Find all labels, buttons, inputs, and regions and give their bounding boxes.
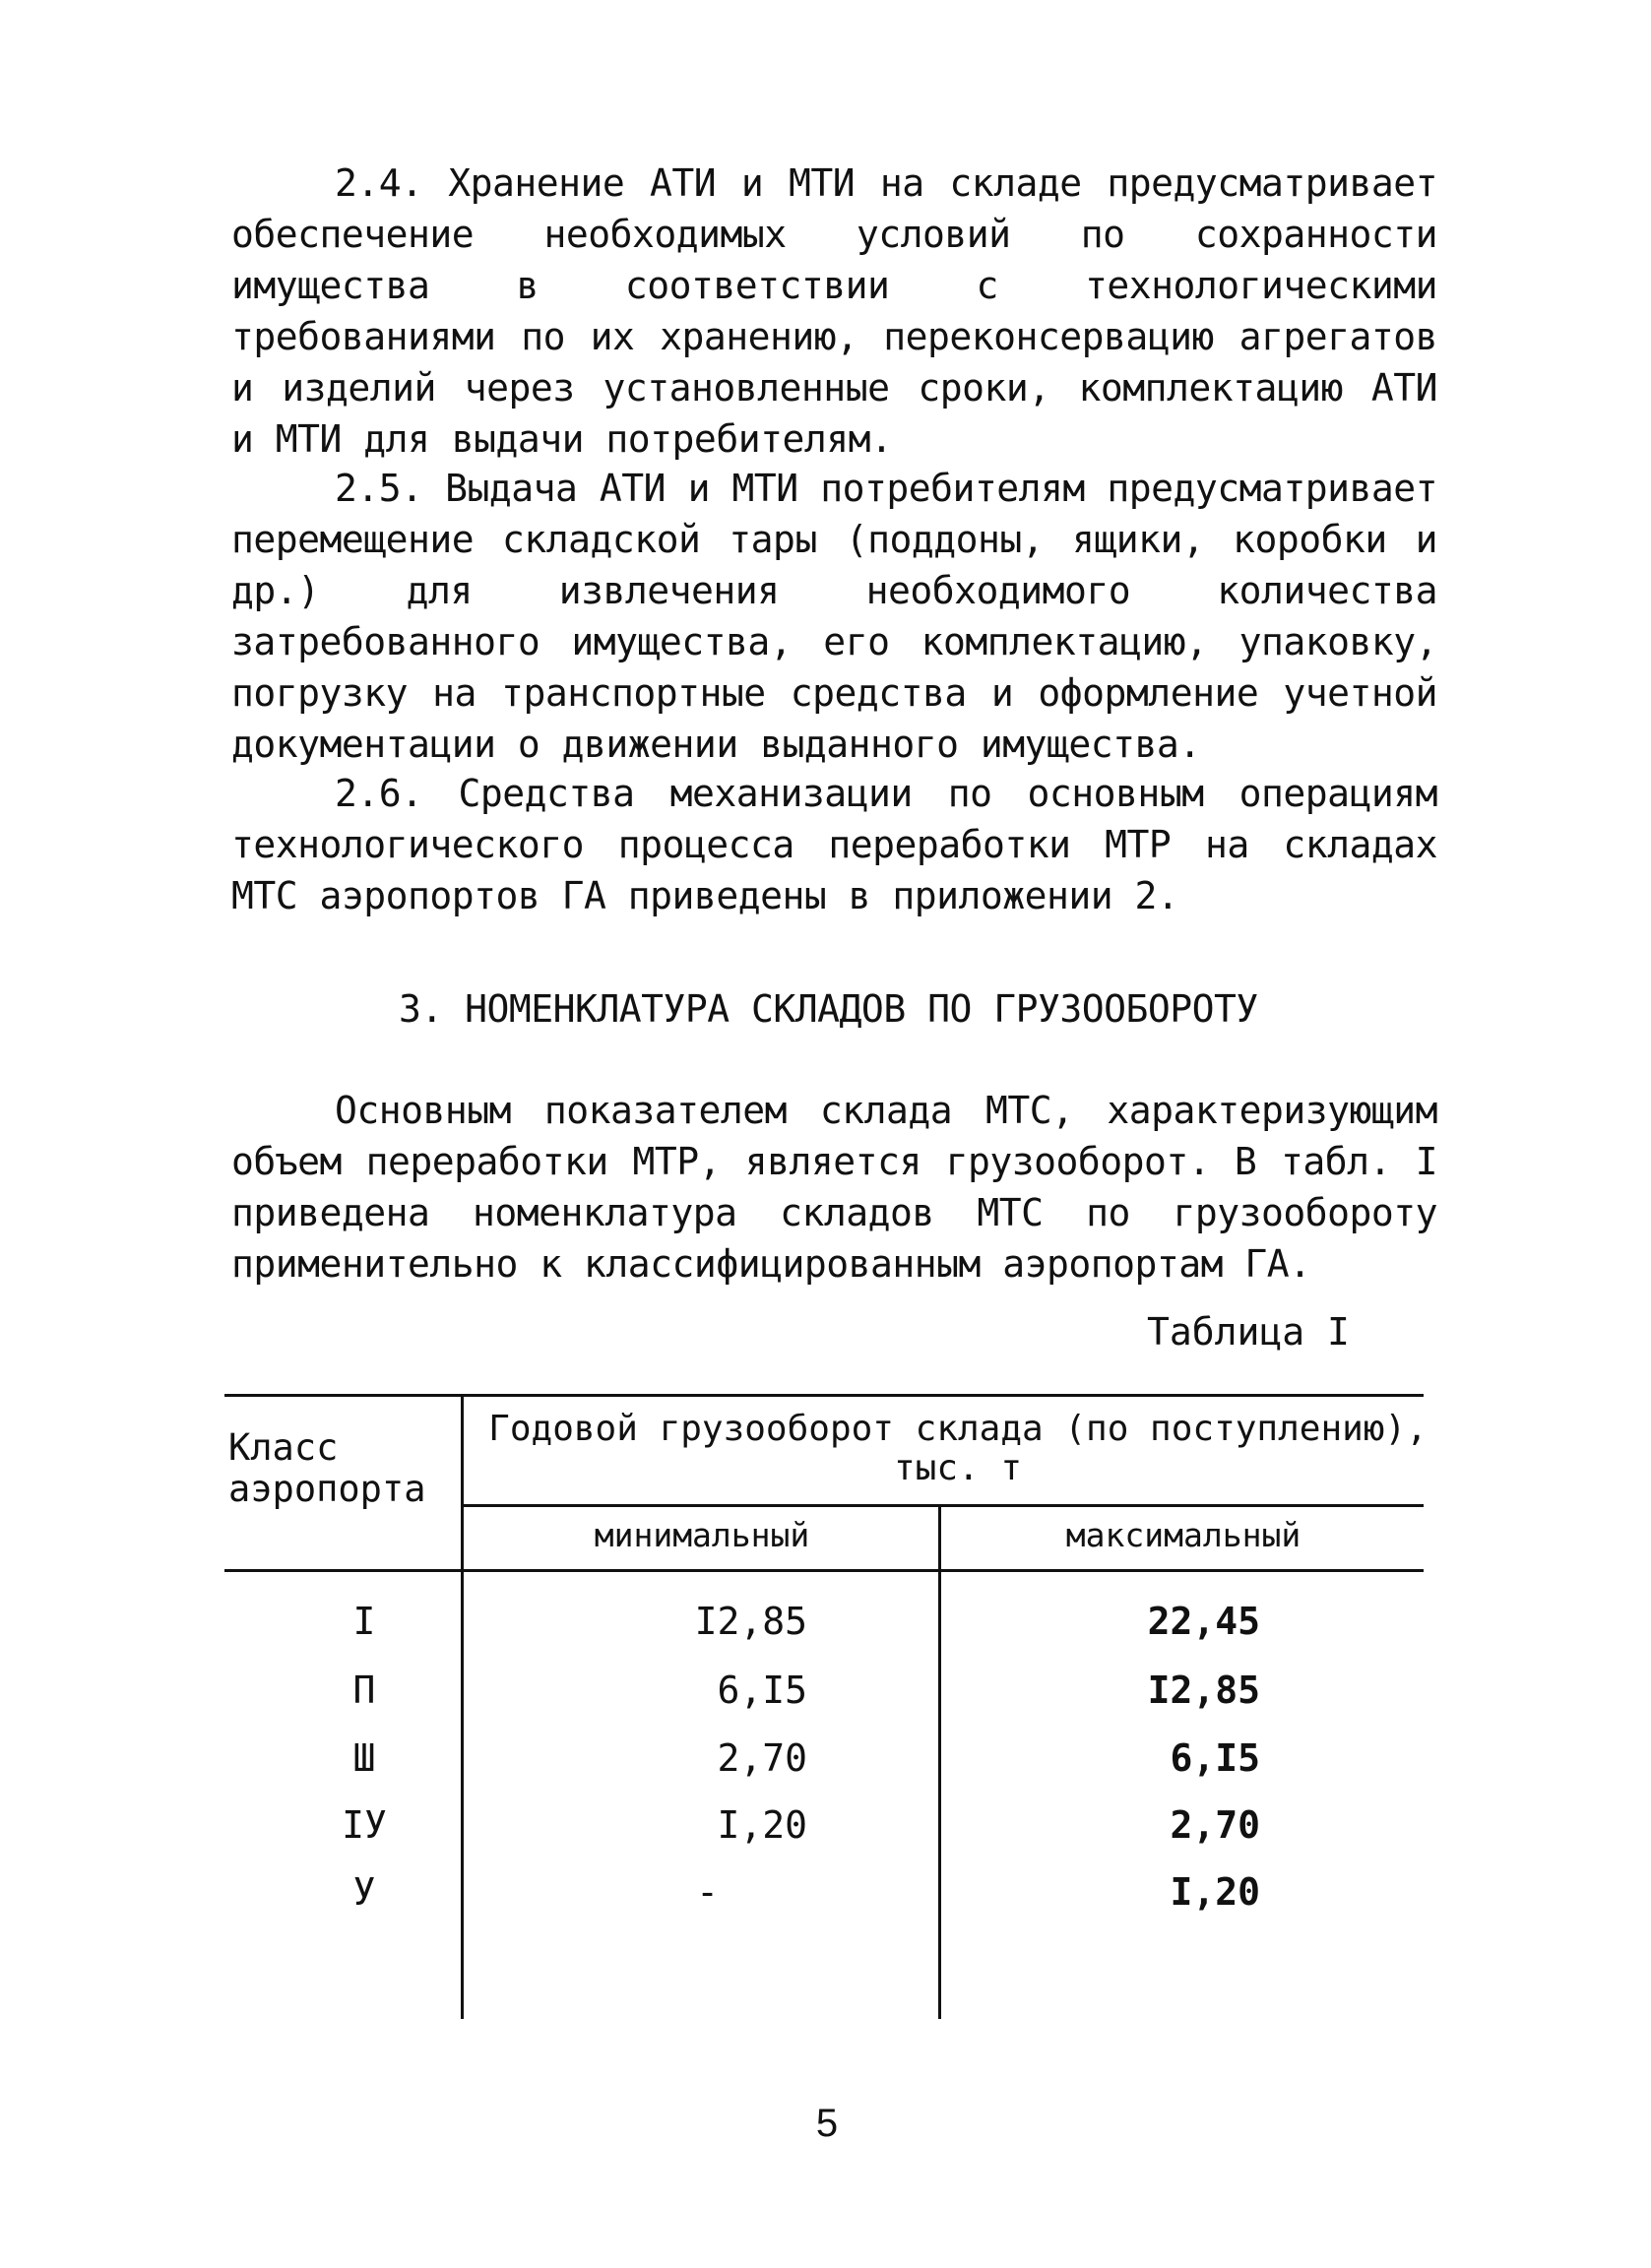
row-max-cell: 22,45 [1147,1600,1260,1643]
row-max-cell: I,20 [1170,1870,1260,1914]
row-min-cell: I,20 [717,1803,807,1847]
table-header-divider [463,1504,1424,1507]
paragraph-2-6: 2.6. Средства механизации по основным операциям технологического процесса переработки МТР на складах МТС аэропортов ГА приведены в приложении 2. [231,772,1437,917]
table-column-divider-1 [461,1394,464,2019]
row-class-cell: У [352,1870,376,1914]
row-class-cell: IУ [342,1803,387,1847]
section-heading: 3. НОМЕНКЛАТУРА СКЛАДОВ ПО ГРУЗООБОРОТУ [399,987,1258,1031]
header-minimum: минимальный [594,1516,810,1554]
table-header-bottom-rule [224,1569,1424,1572]
header-annual-turnover [471,1410,1445,1488]
row-class-cell: Ш [352,1736,376,1780]
header-annual-turnover-line2: тыс. т [893,1448,1023,1488]
row-min-cell: I2,85 [694,1600,807,1643]
header-annual-turnover-line1: Годовой грузооборот склада (по поступлению), [488,1409,1428,1449]
table-top-rule [224,1394,1424,1397]
row-min-cell: 2,70 [717,1736,807,1780]
header-airport-class: Класс аэропорта [228,1426,426,1510]
row-class-cell: П [352,1669,376,1712]
row-min-cell: 6,I5 [717,1669,807,1712]
paragraph-2-5: 2.5. Выдача АТИ и МТИ потребителям предусматривает перемещение складской тары (поддоны, ящики, коробки и др.) для извлечения необходимого количества затребованного имущества, его комплектацию, упаковку, погрузку на транспортные средства и оформление учетной документации о движении выданного имущества. [231,467,1437,766]
row-max-cell: 6,I5 [1170,1736,1260,1780]
row-min-cell: - [696,1870,719,1914]
row-max-cell: I2,85 [1147,1669,1260,1712]
paragraph-2-4: 2.4. Хранение АТИ и МТИ на складе предусматривает обеспечение необходимых условий по сохранности имущества в соответствии с технологическими требованиями по их хранению, переконсервацию агрегатов и изделий через установленные сроки, комплектацию АТИ и МТИ для выдачи потребителям. [231,161,1437,461]
table-caption: Таблица I [1147,1310,1350,1354]
table-column-divider-2 [938,1506,941,2019]
header-maximum: максимальный [1065,1516,1302,1554]
intro-paragraph: Основным показателем склада МТС, характеризующим объем переработки МТР, является грузооборот. В табл. I приведена номенклатура складов МТС по грузообороту применительно к классифицированным аэропортам ГА. [231,1089,1437,1286]
page-number: 5 [815,2102,839,2145]
row-class-cell: I [352,1600,376,1643]
row-max-cell: 2,70 [1170,1803,1260,1847]
